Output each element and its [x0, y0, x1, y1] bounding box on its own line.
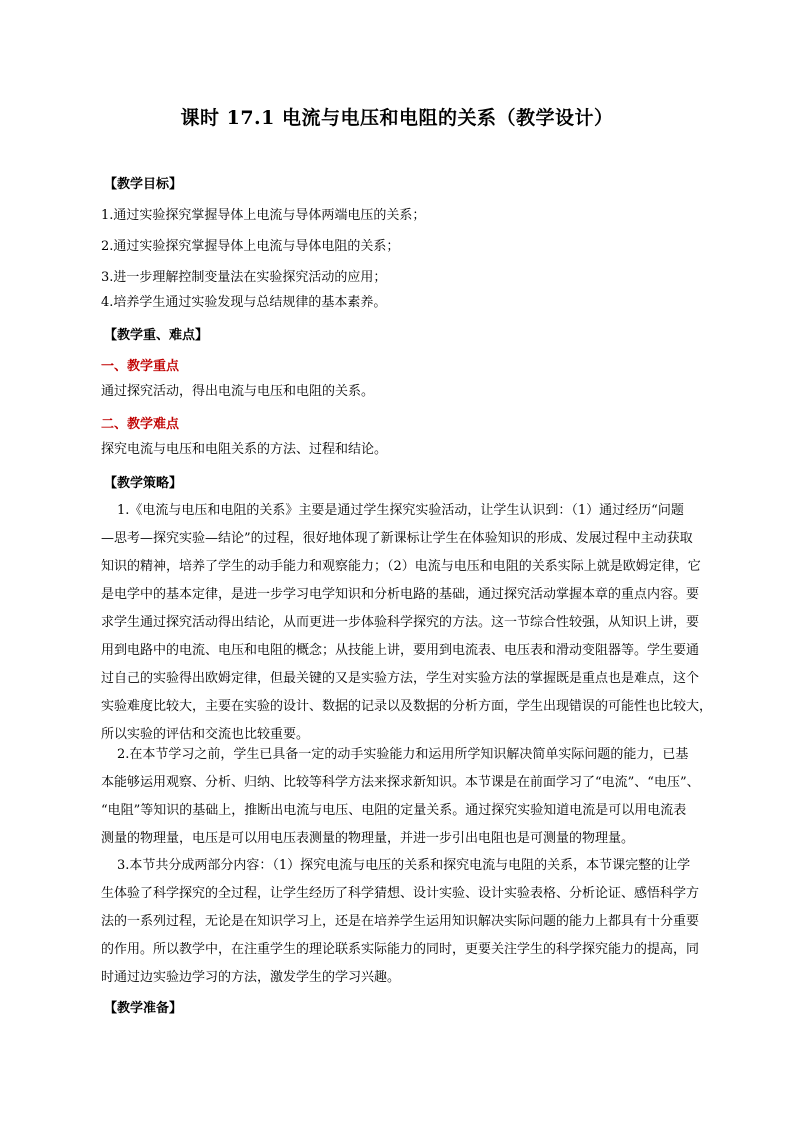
- key-points-heading: 【教学重、难点】: [104, 328, 209, 343]
- text-line: 测量的物理量，电压是可以用电压表测量的物理量，并进一步引出电阻也是可测量的物理量。: [101, 831, 635, 846]
- text-line: 是电学中的基本定律，是进一步学习电学知识和分析电路的基础，通过探究活动掌握本章的重点内容。要: [101, 587, 700, 602]
- text-line: —思考—探究实验—结论”的过程，很好地体现了新课标让学生在体验知识的形成、发展过程中主动获取: [101, 531, 693, 546]
- text-line: 所以实验的评估和交流也比较重要。: [101, 727, 310, 742]
- text-line: 本能够运用观察、分析、归纳、比较等科学方法来探求新知识。本节课是在前面学习了“电流”、“电压”、: [101, 775, 700, 790]
- objectives-heading: 【教学目标】: [104, 177, 183, 192]
- text-line: 时通过边实验边学习的方法，激发学生的学习兴趣。: [101, 970, 401, 985]
- strategy-paragraph-2: [101, 741, 700, 853]
- text-line: 生体验了科学探究的全过程，让学生经历了科学猜想、设计实验、设计实验表格、分析论证、感悟科学方: [101, 886, 700, 901]
- objective-item-3: 3.进一步理解控制变量法在实验探究活动的应用；: [101, 270, 387, 285]
- text-line: 1.《电流与电压和电阻的关系》主要是通过学生探究实验活动，让学生认识到：（1）通过经历“问题: [117, 503, 684, 518]
- preparation-heading: 【教学准备】: [104, 1001, 183, 1016]
- text-line: 法的一系列过程，无论是在知识学习上，还是在培养学生运用知识解决实际问题的能力上都具有十分重要: [101, 914, 700, 929]
- difficulty-title: 二、教学难点: [101, 417, 180, 432]
- objective-item-2: 2.通过实验探究掌握导体上电流与导体电阻的关系；: [101, 239, 400, 254]
- text-line: 实验难度比较大，主要在实验的设计、数据的记录以及数据的分析方面，学生出现错误的可能性也比较大，: [101, 699, 713, 714]
- text-line: 用到电路中的电流、电压和电阻的概念；从技能上讲，要用到电流表、电压表和滑动变阻器等。学生要通: [101, 643, 700, 658]
- objective-item-1: 1.通过实验探究掌握导体上电流与导体两端电压的关系；: [101, 208, 426, 223]
- page-title: 课时 17.1 电流与电压和电阻的关系（教学设计）: [180, 107, 614, 129]
- text-line: 的作用。所以教学中，在注重学生的理论联系实际能力的同时，更要关注学生的科学探究能力的提高，同: [101, 942, 700, 957]
- text-line: 过自己的实验得出欧姆定律，但最关键的又是实验方法，学生对实验方法的掌握既是重点也是难点，这个: [101, 671, 700, 686]
- strategy-heading: 【教学策略】: [104, 476, 183, 491]
- objective-item-4: 4.培养学生通过实验发现与总结规律的基本素养。: [101, 295, 387, 310]
- focus-text: 通过探究活动，得出电流与电压和电阻的关系。: [101, 384, 375, 399]
- strategy-paragraph-1: [101, 497, 713, 749]
- focus-title: 一、教学重点: [101, 359, 180, 374]
- text-line: 2.在本节学习之前，学生已具备一定的动手实验能力和运用所学知识解决简单实际问题的能力，已基: [117, 747, 689, 762]
- text-line: 求学生通过探究活动得出结论，从而更进一步体验科学探究的方法。这一节综合性较强，从知识上讲，要: [101, 615, 700, 630]
- text-line: 知识的精神，培养了学生的动手能力和观察能力；（2）电流与电压和电阻的关系实际上就是欧姆定律，它: [101, 559, 701, 574]
- text-line: 3.本节共分成两部分内容：（1）探究电流与电压的关系和探究电流与电阻的关系，本节课完整的让学: [117, 858, 691, 873]
- strategy-paragraph-3: [101, 852, 700, 992]
- text-line: “电阻”等知识的基础上，推断出电流与电压、电阻的定量关系。通过探究实验知道电流是可以用电流表: [101, 803, 687, 818]
- difficulty-text: 探究电流与电压和电阻关系的方法、过程和结论。: [101, 442, 388, 457]
